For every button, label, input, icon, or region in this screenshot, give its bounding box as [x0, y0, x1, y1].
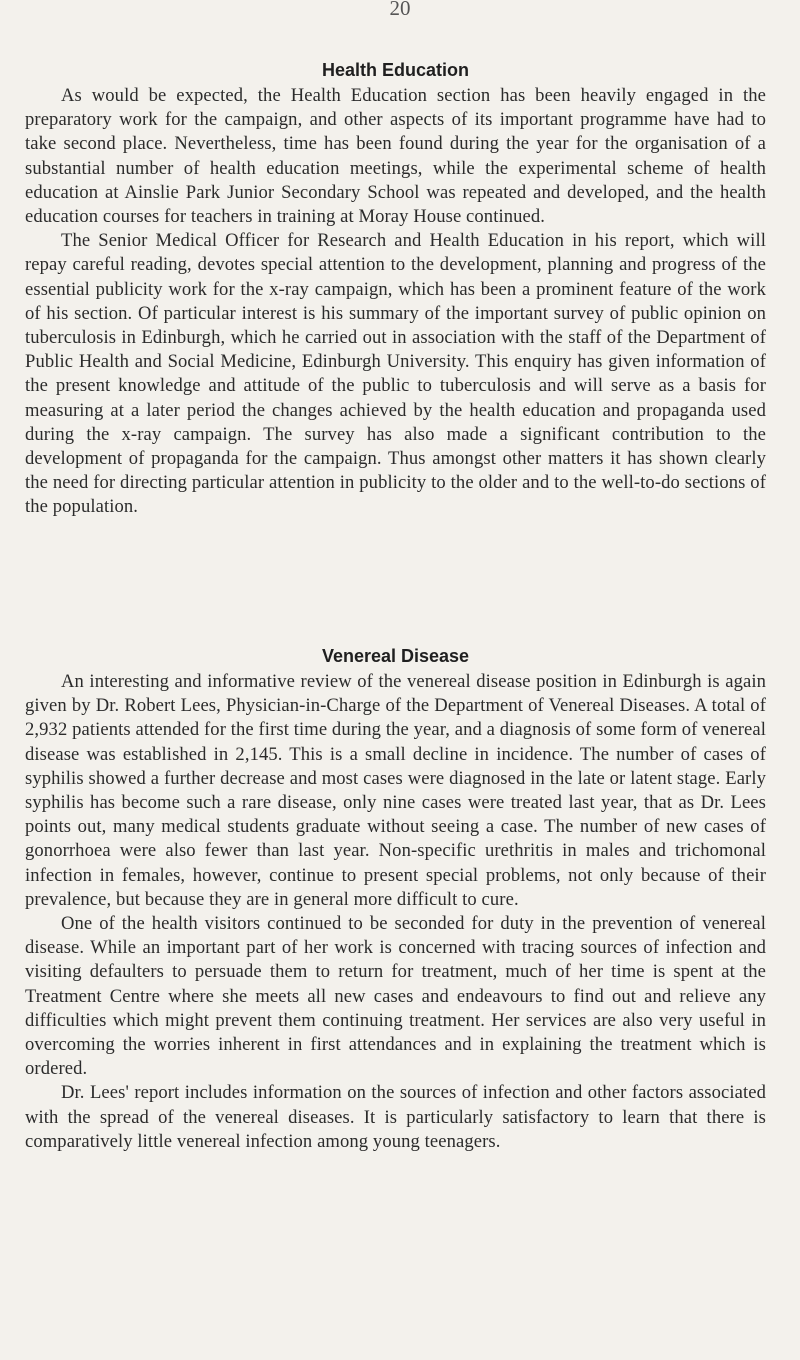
- paragraph: One of the health visitors continued to be seconded for duty in the prevention of venereal disease. While an important part of her work is concerned with tracing sources of infection and visiting defaulters to persuade them to return for treatment, much of her time is spent at the Treatment Centre where she meets all new cases and endeavours to find out and relieve any difficulties which might prevent them continuing treatment. Her services are also very useful in overcoming the worries inherent in first attendances and in explaining the treatment which is ordered.: [25, 913, 766, 1080]
- paragraph: The Senior Medical Officer for Research and Health Education in his report, which will repay careful reading, devotes special attention to the development, planning and progress of the essential publicity work for the x-ray campaign, which has been a prominent feature of the work of his section. Of particular interest is his summary of the important survey of public opinion on tuberculosis in Edinburgh, which he carried out in association with the staff of the Department of Public Health and Social Medicine, Edinburgh University. This enquiry has given information of the present knowledge and attitude of the public to tuberculosis and will serve as a basis for measuring at a later period the changes achieved by the health education and propaganda used during the x-ray campaign. The survey has also made a significant contribution to the development of propaganda for the campaign. Thus amongst other matters it has shown clearly the need for directing particular attention in publicity to the older and to the well-to-do sections of the population.: [25, 230, 766, 518]
- section-health-education: [25, 58, 766, 520]
- heading-health-education: Health Education: [321, 60, 469, 80]
- paragraph: Dr. Lees' report includes information on the sources of infection and other factors associated with the spread of the venereal diseases. It is particularly satisfactory to learn that there is comparatively little venereal infection among young teenagers.: [25, 1082, 766, 1152]
- paragraph: As would be expected, the Health Education section has been heavily engaged in the preparatory work for the campaign, and other aspects of its important programme have had to take second place. Nevertheless, time has been found during the year for the organisation of a substantial number of health education meetings, while the experimental scheme of health education at Ainslie Park Junior Secondary School was repeated and developed, and the health education courses for teachers in training at Moray House continued.: [25, 85, 766, 228]
- heading-venereal-disease: Venereal Disease: [321, 646, 470, 666]
- paragraph: An interesting and informative review of the venereal disease position in Edinburgh is again given by Dr. Robert Lees, Physician-in-Charge of the Department of Venereal Diseases. A total of 2,932 patients attended for the first time during the year, and a diagnosis of some form of venereal disease was established in 2,145. This is a small decline in incidence. The number of cases of syphilis showed a further decrease and most cases were diagnosed in the late or latent stage. Early syphilis has become such a rare disease, only nine cases were treated last year, that as Dr. Lees points out, many medical students graduate without seeing a case. The number of new cases of gonorrhoea were also fewer than last year. Non-specific urethritis in males and trichomonal infection in females, however, continue to present special problems, not only because of their prevalence, but because they are in general more difficult to cure.: [25, 671, 766, 910]
- section-venereal-disease: [25, 644, 766, 1154]
- page-number: 20: [389, 0, 411, 20]
